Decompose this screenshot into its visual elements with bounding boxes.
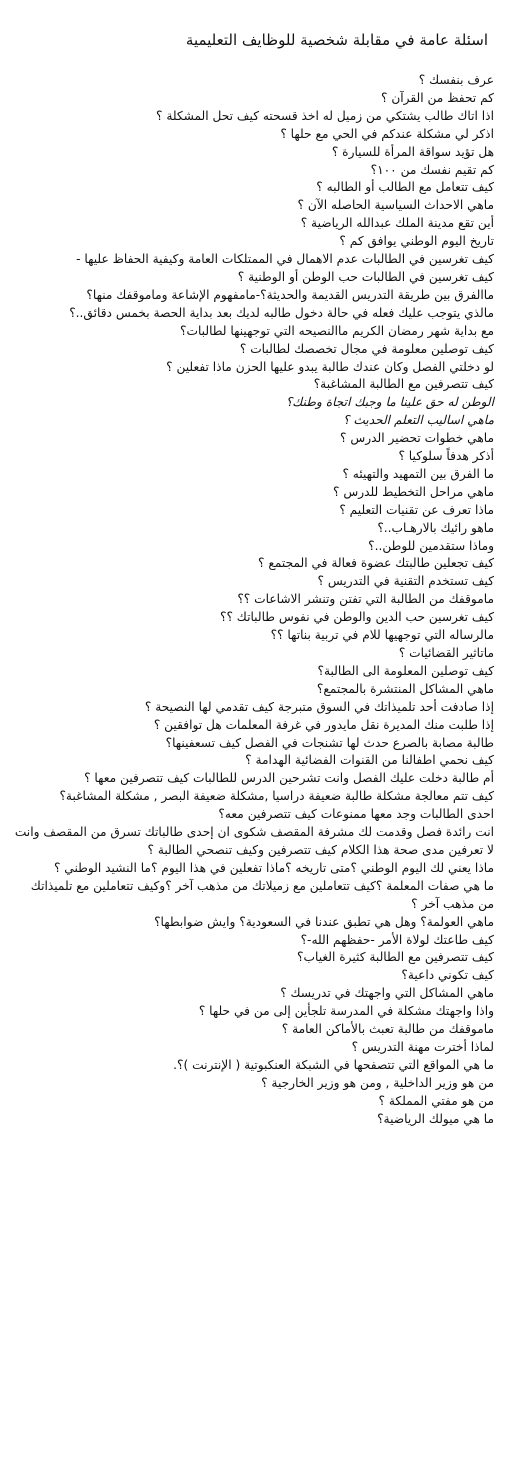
question-item: لو دخلتي الفصل وكان عندك طالبة يبدو عليها الحزن ماذا تفعلين ؟ (166, 359, 494, 374)
question-item: كيف تتعامل مع الطالب أو الطالبه ؟ (316, 180, 494, 195)
question-item: اذا اتاك طالب يشتكي من زميل له اخذ قسحته كيف تحل المشكلة ؟ (156, 108, 494, 123)
question-item: انت رائدة فصل وقدمت لك مشرفة المقصف شكوى ان إحدى طالباتك تسرق من المقصف وانت لا تعرفين مدى صحة هذا الكلام كيف تتصرفين وكيف تنصحي الطالبة ؟ (14, 825, 494, 857)
question-item: كم تقيم نفسك من ١٠٠؟ (370, 162, 494, 177)
page-title: اسئلة عامة في مقابلة شخصية للوظايف التعليمية (185, 31, 488, 49)
question-item: احدى الطالبات وجد معها ممنوعات كيف تتصرفين معه؟ (218, 807, 494, 822)
question-item: من هو وزير الداخلية , ومن هو وزير الخارجية ؟ (261, 1075, 494, 1090)
question-item: ماهي اساليب التعلم الحديث ؟ (343, 413, 494, 428)
question-item: أم طالبة دخلت عليك الفصل وانت تشرحين الدرس للطالبات كيف تتصرفين معها ؟ (84, 771, 494, 786)
question-item: ماالفرق بين طريقة التدريس القديمة والحديثة؟-مامفهوم الإشاعة وماموقفك منها؟ (86, 287, 494, 302)
question-item: كيف تتم معالجة مشكلة طالبة ضعيفة دراسيا ,مشكلة ضعيفة البصر , مشكلة المشاغبة؟ (59, 789, 494, 804)
question-item: ماهي خطوات تحضير الدرس ؟ (340, 431, 494, 446)
question-item: ماتاثير القضائيات ؟ (398, 646, 494, 660)
question-item: كيف نحمي اطفالنا من القنوات الفضائية الهدامة ؟ (245, 753, 494, 768)
question-item: كيف تستخدم التقنية في التدريس ؟ (317, 574, 494, 589)
question-item: كم تحفظ من القرآن ؟ (380, 90, 494, 105)
question-item: كيف تغرسين في الطالبات حب الوطن أو الوطنية ؟ (237, 269, 494, 284)
question-item: كيف تتصرفين مع الطالبة المشاغبة؟ (313, 377, 494, 392)
question-item: كيف تجعلين طالبتك عضوة فعالة في المجتمع ؟ (258, 556, 494, 571)
question-item: عرف بنفسك ؟ (418, 73, 494, 87)
question-item: هل تؤيد سواقة المرأة للسيارة ؟ (331, 144, 494, 159)
question-item: كيف توصلين المعلومة الى الطالبة؟ (317, 663, 494, 678)
question-item: كيف طاعتك لولاة الأمر -حفظهم الله-؟ (300, 932, 494, 947)
question-item: اذكر لي مشكلة عندكم في الحي مع حلها ؟ (280, 126, 494, 141)
question-item: ما الفرق بين التمهيد والتهيئه ؟ (342, 466, 494, 481)
question-item: تاريخ اليوم الوطني يوافق كم ؟ (339, 234, 494, 249)
question-item: كيف توصلين معلومة في مجال تخصصك لطالبات ؟ (239, 341, 494, 356)
question-item: مالرساله التي توجهيها للام في تربية بناتها ؟؟ (270, 628, 494, 643)
question-item: كيف تكوني داعية؟ (401, 968, 494, 983)
question-item: إذا طلبت منك المديرة نقل مايدور في غرفة المعلمات هل توافقين ؟ (153, 717, 494, 732)
question-item: ماهي الاحداث السياسية الحاصله الآن ؟ (297, 198, 494, 213)
question-item: ما هي ميولك الرياضية؟ (377, 1111, 494, 1126)
question-item: كيف تتصرفين مع الطالبة كثيرة الغياب؟ (297, 950, 494, 965)
question-item: مالذي يتوجب عليك فعله في حالة دخول طالبه لديك بعد بداية الحصة بخمس دقائق..؟ (69, 305, 494, 320)
question-item: ماهو رائيك بالارهـاب..؟ (377, 520, 494, 535)
question-item: ماهي مراحل التخطيط للدرس ؟ (333, 484, 494, 499)
question-item: مع بداية شهر رمضان الكريم ماالنصيحه التي توجهينها لطالبات؟ (180, 323, 494, 338)
question-item: من هو مفتي المملكة ؟ (378, 1093, 494, 1108)
question-item: ماذا تعرف عن تقنيات التعليم ؟ (339, 502, 494, 517)
question-item: طالبة مصابة بالصرع حدث لها تشنجات في الفصل كيف تسعفينها؟ (165, 735, 494, 750)
question-item: ماموقفك من الطالبة التي تفتن وتنشر الاشاعات ؟؟ (237, 592, 494, 607)
question-item: الوطن له حق علينا ما وجبك اتجاة وطنك؟ (285, 395, 494, 410)
question-item: كيف تغرسين حب الدين والوطن في نفوس طالباتك ؟؟ (219, 610, 494, 625)
question-item: وماذا ستقدمين للوطن..؟ (368, 538, 494, 553)
question-item: ماهي المشاكل المنتشرة بالمجتمع؟ (316, 681, 494, 696)
question-item: أين تقع مدينة الملك عبدالله الرياضية ؟ (300, 216, 494, 231)
question-item: إذا صادفت أحد تلميذاتك في السوق متبرجة كيف تقدمي لها النصيحة ؟ (144, 699, 494, 714)
question-item: ماهي المشاكل التي واجهتك في تدريسك ؟ (280, 986, 494, 1001)
question-item: لماذا أخترت مهنة التدريس ؟ (351, 1039, 494, 1054)
question-item: ماهي العولمة؟ وهل هي تطبق عندنا في السعودية؟ وايش ضوابطها؟ (154, 914, 494, 929)
question-item: ماموقفك من طالبة تعبث بالأماكن العامة ؟ (281, 1022, 494, 1037)
question-item: ما هي صفات المعلمة ؟كيف تتعاملين مع زميلاتك من مذهب آخر ؟وكيف تتعاملين مع تلميذاتك من مذهب آخر ؟ (30, 878, 494, 911)
question-item: أذكر هدفاً سلوكيا ؟ (398, 449, 494, 464)
question-item: كيف تغرسين في الطالبات عدم الاهمال في الممتلكات العامة وكيفية الحفاظ عليها - (76, 252, 494, 267)
question-item: ماذا يعني لك اليوم الوطني ؟متى تاريخه ؟ماذا تفعلين في هذا اليوم ؟ما النشيد الوطني ؟ (53, 860, 494, 875)
question-item: ما هي المواقع التي تتصفحها في الشبكة العنكبوتية ( الإنترنت )؟. (173, 1057, 494, 1072)
question-list (14, 72, 494, 1128)
question-item: واذا واجهتك مشكلة في المدرسة تلجأين إلى من في حلها ؟ (198, 1004, 494, 1019)
